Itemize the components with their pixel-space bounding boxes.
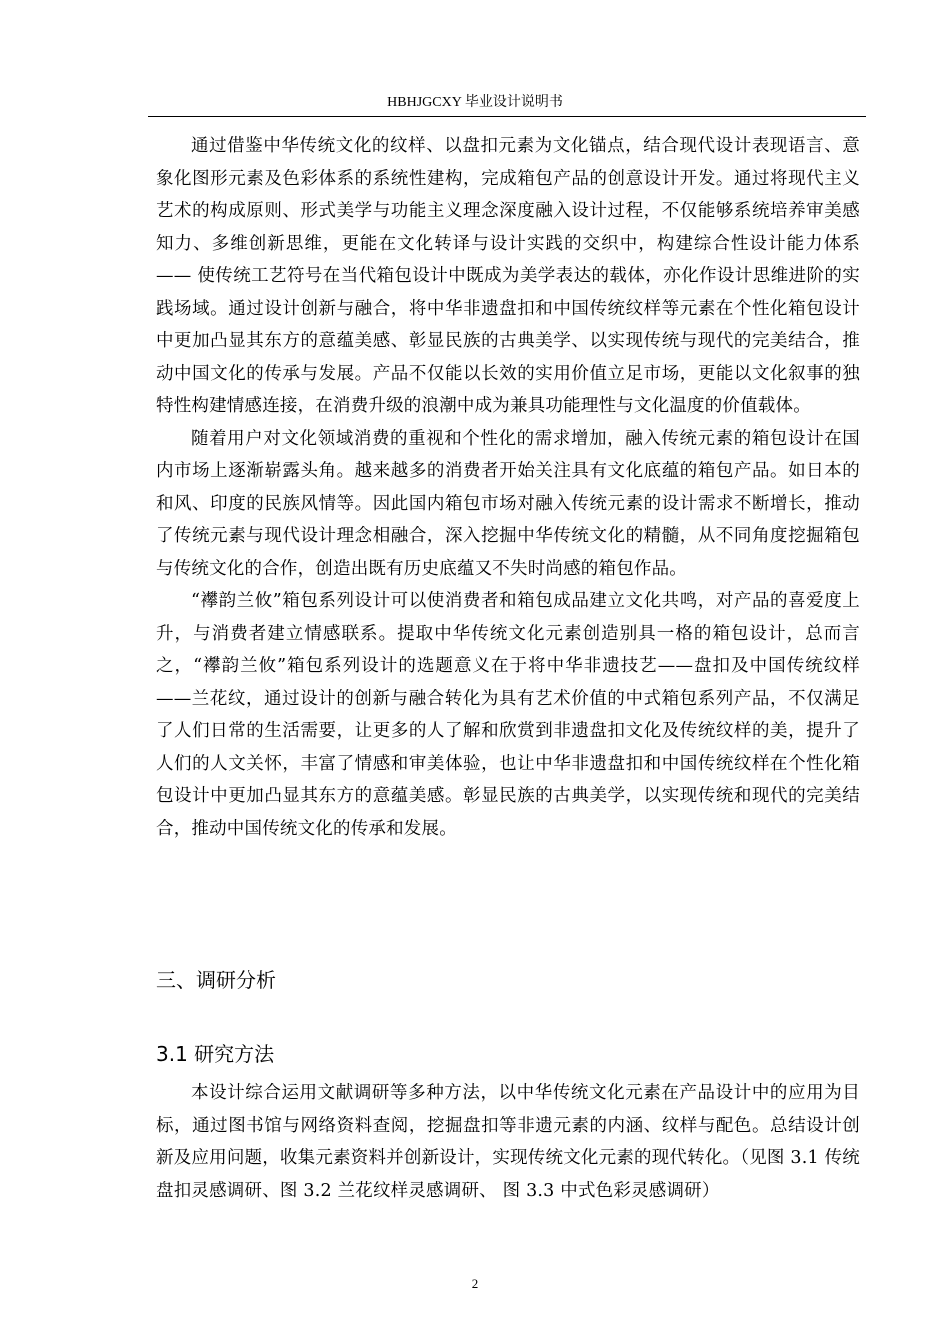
page-number: 2 (471, 1276, 479, 1291)
paragraph-research-method: 本设计综合运用文献调研等多种方法，以中华传统文化元素在产品设计中的应用为目标，通过图书馆与网络资料查阅，挖掘盘扣等非遗元素的内涵、纹样与配色。总结设计创新及应用问题，收集元素资料并创新设计，实现传统文化元素的现代转化。（见图 3.1 传统盘扣灵感调研、图 3.2 兰花纹样灵感调研、 图 3.3 中式色彩灵感调研） (156, 1083, 860, 1201)
section-heading: 三、调研分析 (156, 968, 276, 992)
paragraph-topic-significance: “襻韵兰攸”箱包系列设计可以使消费者和箱包成品建立文化共鸣，对产品的喜爱度上升，与消费者建立情感联系。提取中华传统文化元素创造别具一格的箱包设计，总而言之，“襻韵兰攸”箱包系列设计的选题意义在于将中华非遗技艺——盘扣及中国传统纹样——兰花纹，通过设计的创新与融合转化为具有艺术价值的中式箱包系列产品，不仅满足了人们日常的生活需要，让更多的人了解和欣赏到非遗盘扣文化及传统纹样的美，提升了人们的人文关怀，丰富了情感和审美体验，也让中华非遗盘扣和中国传统纹样在个性化箱包设计中更加凸显其东方的意蕴美感。彰显民族的古典美学，以实现传统和现代的完美结合，推动中国传统文化的传承和发展。 (156, 591, 860, 839)
header-divider (148, 116, 866, 117)
body-text-block (156, 130, 860, 845)
subsection-heading: 3.1 研究方法 (156, 1042, 275, 1066)
subsection-text-block (156, 1077, 860, 1207)
paragraph-market-demand: 随着用户对文化领域消费的重视和个性化的需求增加，融入传统元素的箱包设计在国内市场上逐渐崭露头角。越来越多的消费者开始关注具有文化底蕴的箱包产品。如日本的和风、印度的民族风情等。因此国内箱包市场对融入传统元素的设计需求不断增长，推动了传统元素与现代设计理念相融合，深入挖掘中华传统文化的精髓，从不同角度挖掘箱包与传统文化的合作，创造出既有历史底蕴又不失时尚感的箱包作品。 (156, 428, 860, 579)
page-header-title: HBHJGCXY 毕业设计说明书 (387, 95, 563, 110)
paragraph-design-significance: 通过借鉴中华传统文化的纹样、以盘扣元素为文化锚点，结合现代设计表现语言、意象化图形元素及色彩体系的系统性建构，完成箱包产品的创意设计开发。通过将现代主义艺术的构成原则、形式美学与功能主义理念深度融入设计过程，不仅能够系统培养审美感知力、多维创新思维，更能在文化转译与设计实践的交织中，构建综合性设计能力体系 —— 使传统工艺符号在当代箱包设计中既成为美学表达的载体，亦化作设计思维进阶的实践场域。通过设计创新与融合，将中华非遗盘扣和中国传统纹样等元素在个性化箱包设计中更加凸显其东方的意蕴美感、彰显民族的古典美学、以实现传统与现代的完美结合，推动中国文化的传承与发展。产品不仅能以长效的实用价值立足市场，更能以文化叙事的独特性构建情感连接，在消费升级的浪潮中成为兼具功能理性与文化温度的价值载体。 (156, 136, 860, 416)
